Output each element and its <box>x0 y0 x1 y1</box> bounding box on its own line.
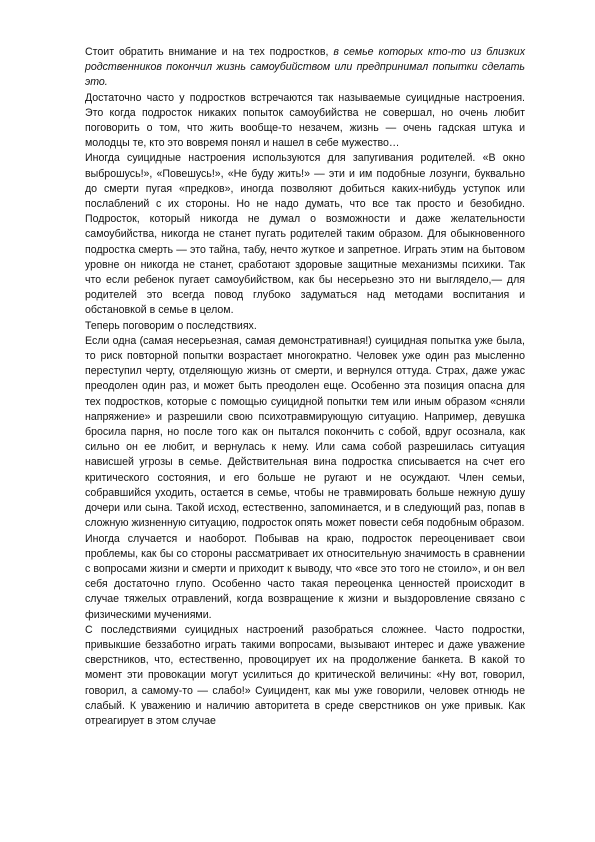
paragraph-suicidal-moods: Достаточно часто у подростков встречаются так называемые суицидные настроения. Это когда подросток никаких попыток самоубийства не совершал, но очень любит поговорить о том, что жить вообще-то незачем, жизнь — очень гадская штука и молодцы те, кто это вовремя понял и нашел в себе мужество… <box>85 91 525 150</box>
paragraph-peer-influence: С последствиями суицидных настроений разобраться сложнее. Часто подростки, привыкшие беззаботно играть такими вопросами, вызывают интерес и даже уважение сверстников, что, естественно, провоцирует их на продолжение банкета. В какой то момент эти провокации могут усилиться до критической величины: «Ну вот, говорил, говорил, а самому-то — слабо!» Суицидент, как мы уже говорили, человек отнюдь не слабый. К уважению и наличию авторитета в среде сверстников он уже привык. Как отреагирует в этом случае <box>85 623 525 727</box>
paragraph-repeat-attempt: Если одна (самая несерьезная, самая демонстративная!) суицидная попытка уже была, то риск повторной попытки возрастает многократно. Человек уже один раз мысленно переступил черту, отделяющую жизнь от смерти, и вернулся оттуда. Страх, даже ужас преодолен один раз, и может быть преодолен еще. Особенно эта позиция опасна для тех подростков, которые с помощью суицидной попытки тем или иным образом «сняли напряжение» и разрешили свою психотравмирующую ситуацию. Например, девушка бросила парня, но после того как он пытался покончить с собой, вдруг осознала, как сильно он ее любит, и вернулась к нему. Или сама собой разрешилась ситуация нависшей угрозы в семье. Действительная вина подростка списывается на счет его критического состояния, и его больше не ругают и не осуждают. Член семьи, собравшийся уходить, остается в семье, чтобы не травмировать больше нежную душу дочери или сына. Такой исход, естественно, запоминается, и в следующий раз, попав в сложную жизненную ситуацию, подросток опять может повести себя подобным образом. <box>85 334 525 530</box>
paragraph-intro-emphasis: в семье которых кто-то из близких родственников покончил жизнь самоубийством или предпринимал попытки сделать это. <box>85 46 525 89</box>
paragraph-reassessment: Иногда случается и наоборот. Побывав на краю, подросток переоценивает свои проблемы, как бы со стороны рассматривает их относительную значимость в сравнении с вопросами жизни и смерти и приходит к выводу, что «все это того не стоило», и он вел себя достаточно глупо. Особенно часто такая переоценка ценностей происходит в случае тяжелых отравлений, когда возвращение к жизни и выздоровление связано с физическими мучениями. <box>85 532 525 621</box>
paragraph-intro-lead: Стоит обратить внимание и на тех подростков, <box>85 46 334 58</box>
paragraph-intimidation: Иногда суицидные настроения используются для запугивания родителей. «В окно выброшусь!», «Повешусь!», «Не буду жить!» — эти и им подобные лозунги, буквально до смерти пугая «предков», иногда позволяют добиться каких-нибудь уступок или послаблений с их стороны. Но не надо думать, что все так просто и безобидно. Подросток, который никогда не думал о возможности и даже желательности самоубийства, никогда не станет пугать родителей таким образом. Для обыкновенного подростка смерть — это тайна, табу, нечто жуткое и запретное. Играть этим на бытовом уровне он никогда не станет, сработают здоровые защитные механизмы психики. Так что если ребенок пугает самоубийством, как бы несерьезно это ни выглядело,— для родителей это всегда повод глубоко задуматься над методами воспитания и обстановкой в семье в целом. <box>85 152 525 317</box>
paragraph-consequences-intro: Теперь поговорим о последствиях. <box>85 319 257 332</box>
paragraph-intro <box>85 45 525 91</box>
document-page <box>85 45 525 729</box>
